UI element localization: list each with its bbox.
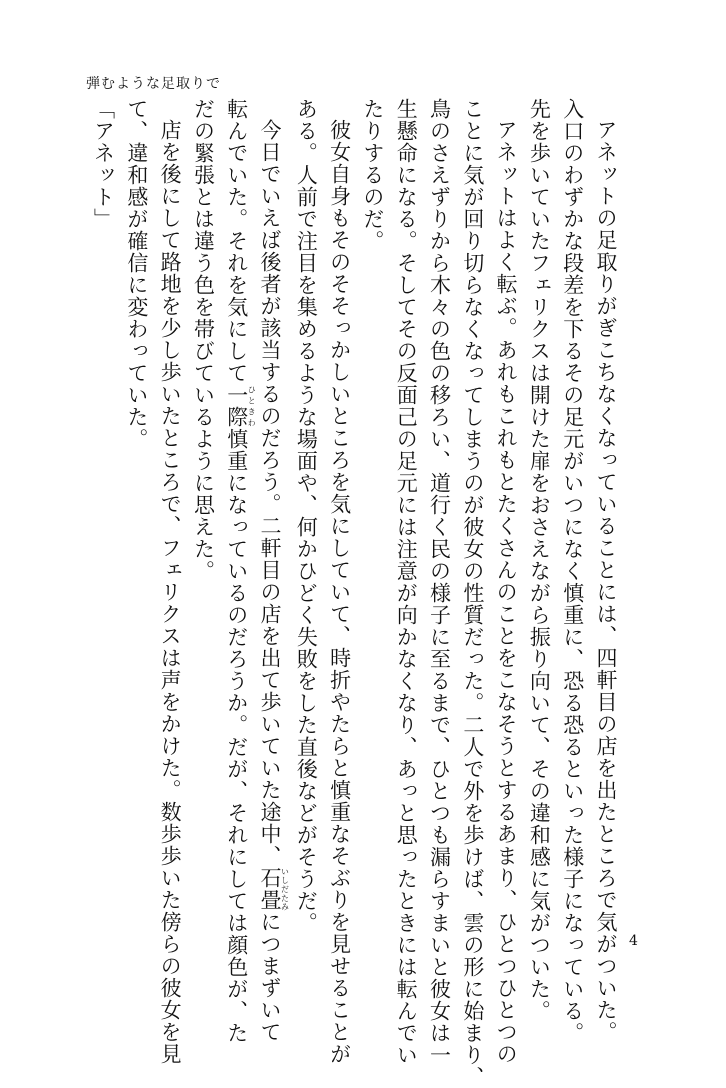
paragraph-6-dialogue [86, 98, 119, 918]
text-line: 転んでいた。それを気にして [224, 98, 249, 384]
text-line: だの緊張とは違う色を帯びているように思えた。 [191, 98, 216, 582]
text-line: 彼女自身もそのそそっかしいところを気にしていて、時折やたらと慎重なそぶりを見せることが [327, 119, 352, 1065]
text-line: 「アネット」 [91, 98, 116, 230]
running-header: 弾むような足取りで [86, 76, 221, 92]
ruby-ishidatami [258, 867, 290, 911]
ruby-base: 一際 [224, 384, 249, 428]
text-line: て、違和感が確信に変わっていた。 [124, 98, 149, 450]
text-line: ある。人前で注目を集めるような場面や、何かひどく失敗をした直後などがそうだ。 [294, 98, 319, 934]
ruby-reading: ひときわ [247, 384, 257, 428]
ruby-base: 石畳 [258, 867, 283, 911]
ruby-reading: いしだたみ [280, 867, 290, 911]
text-line: アネットの足取りがぎこちなくなっていることには、四軒目の店を出たところで気がついた。 [594, 119, 618, 1043]
paragraph-1 [522, 98, 622, 1044]
text-line: 入口のわずかな段差を下るその足元がいつになく慎重に、恐る恐るといった様子になっている。 [560, 98, 585, 1044]
text-line: 今日でいえば後者が該当するのだろう。二軒目の店を出て歩いていた途中、 [258, 119, 283, 867]
vertical-body-text [86, 98, 622, 1088]
paragraph-3 [289, 98, 356, 1065]
page-number: 4 [629, 933, 638, 949]
text-line: 先を歩いていたフェリクスは開けた扉をおさえながら振り向いて、その違和感に気がついた。 [527, 98, 552, 1022]
text-line: たりするのだ。 [360, 98, 385, 252]
text-line: アネットはよく転ぶ。あれもこれもとたくさんのことをこなそうとするあまり、ひとつひとつの [494, 119, 519, 1065]
paragraph-4 [186, 98, 290, 1044]
text-line: 慎重になっているのだろうか。だが、それにしては顔色が、た [224, 428, 249, 1044]
text-line: 店を後にして路地を少し歩いたところで、フェリクスは声をかけた。数歩歩いた傍らの彼女を見 [158, 119, 183, 1065]
paragraph-2 [356, 98, 522, 1088]
paragraph-5 [120, 98, 187, 1065]
ruby-hitokiwa [224, 384, 257, 428]
text-line: 生懸命になる。そしてその反面己の足元には注意が向かなくなり、あっと思ったときには転んでい [394, 98, 419, 1066]
text-line: につまずいて [258, 911, 283, 1043]
text-line: ことに気が回り切らなくなってしまうのが彼女の性質だった。二人で外を歩けば、雲の形に始まり、 [460, 98, 485, 1088]
text-line: 鳥のさえずりから木々の色の移ろい、道行く民の様子に至るまで、ひとつも漏らすまいと彼女は一 [427, 98, 452, 1066]
